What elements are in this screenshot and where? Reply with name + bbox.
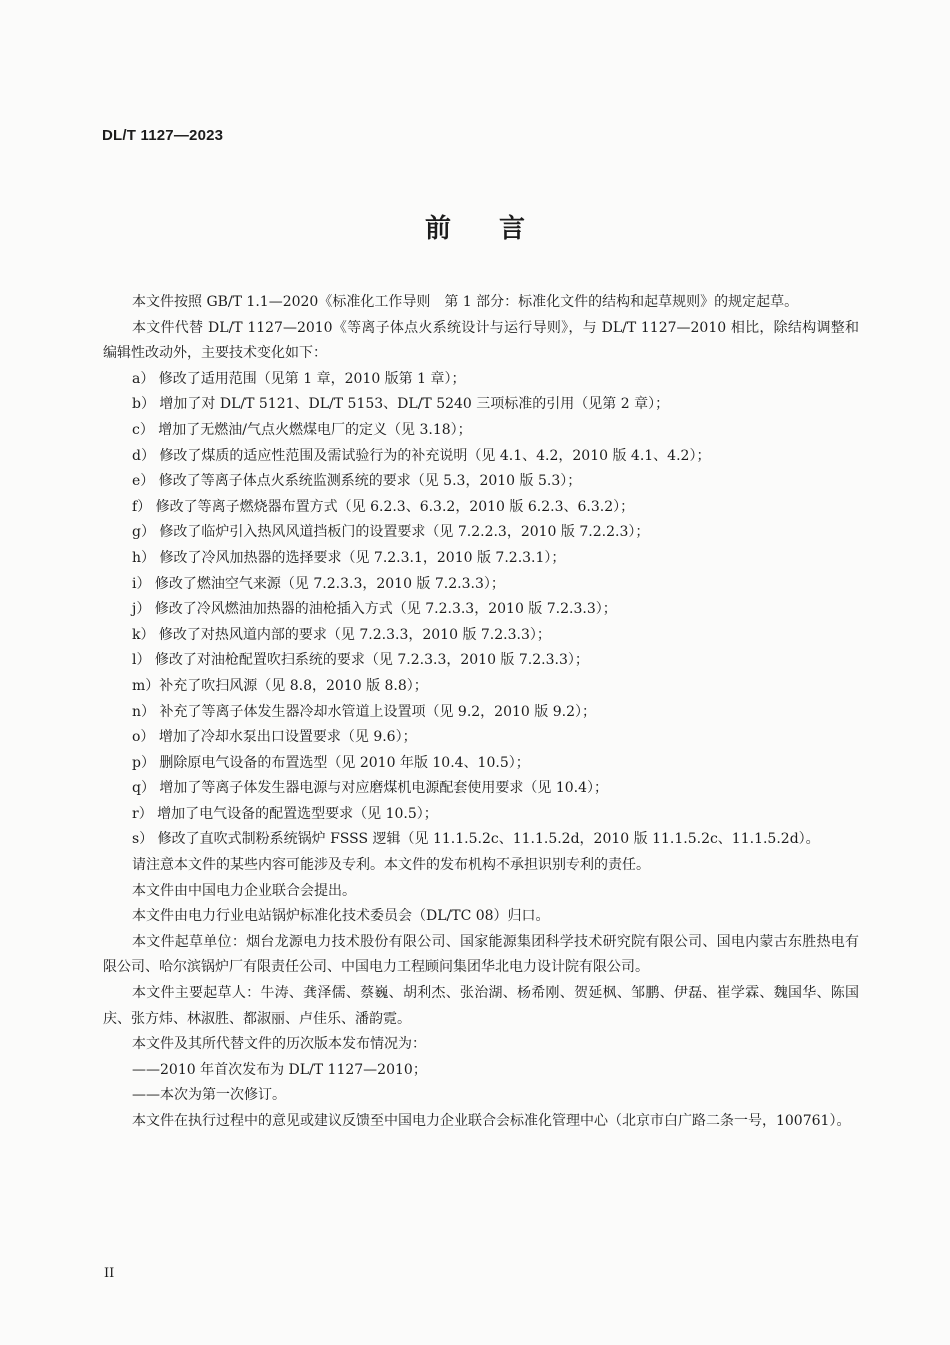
change-item: k） 修改了对热风道内部的要求（见 7.2.3.3，2010 版 7.2.3.3）； bbox=[132, 626, 551, 643]
paragraph-committee: 本文件由电力行业电站锅炉标准化技术委员会（DL/TC 08）归口。 bbox=[132, 908, 550, 925]
change-item: l） 修改了对油枪配置吹扫系统的要求（见 7.2.3.3，2010 版 7.2.3.3）； bbox=[132, 652, 589, 669]
change-item: i） 修改了燃油空气来源（见 7.2.3.3，2010 版 7.2.3.3）； bbox=[132, 575, 505, 592]
paragraph-version-history: 本文件及其所代替文件的历次版本发布情况为： bbox=[132, 1036, 426, 1053]
change-item: r） 增加了电气设备的配置选型要求（见 10.5）； bbox=[132, 805, 438, 822]
version-history-item: ——2010 年首次发布为 DL/T 1127—2010； bbox=[132, 1061, 427, 1078]
document-code: DL/T 1127—2023 bbox=[102, 127, 224, 144]
page-number: II bbox=[104, 1266, 115, 1281]
page-title-part2: 言 bbox=[499, 214, 526, 244]
change-item: a） 修改了适用范围（见第 1 章，2010 版第 1 章）； bbox=[132, 370, 466, 387]
paragraph-drafters: 本文件主要起草人：牛涛、龚泽儒、蔡巍、胡利杰、张治湖、杨希刚、贺延枫、邹鹏、伊磊、崔学霖、魏国华、陈国庆、张方炜、林淑胜、都淑丽、卢佳乐、潘韵霓。 bbox=[103, 985, 859, 1027]
change-item: q） 增加了等离子体发生器电源与对应磨煤机电源配套使用要求（见 10.4）； bbox=[132, 780, 609, 797]
paragraph-proposer: 本文件由中国电力企业联合会提出。 bbox=[132, 882, 356, 899]
paragraph-feedback: 本文件在执行过程中的意见或建议反馈至中国电力企业联合会标准化管理中心（北京市白广路二条一号，100761）。 bbox=[132, 1113, 851, 1129]
change-list bbox=[103, 367, 859, 853]
change-item: n） 补充了等离子体发生器冷却水管道上设置项（见 9.2，2010 版 9.2）； bbox=[132, 703, 596, 720]
change-item: c） 增加了无燃油/气点火燃煤电厂的定义（见 3.18）； bbox=[132, 421, 472, 438]
paragraph-drafting-rules: 本文件按照 GB/T 1.1—2020《标准化工作导则 第 1 部分：标准化文件的结构和起草规则》的规定起草。 bbox=[132, 294, 799, 310]
change-item: f） 修改了等离子燃烧器布置方式（见 6.2.3、6.3.2，2010 版 6.2.3、6.3.2）； bbox=[132, 498, 635, 515]
change-item: b） 增加了对 DL/T 5121、DL/T 5153、DL/T 5240 三项标准的引用（见第 2 章）； bbox=[132, 396, 670, 413]
page-title bbox=[0, 208, 950, 245]
change-item: p） 删除原电气设备的布置选型（见 2010 年版 10.4、10.5）； bbox=[132, 754, 530, 771]
change-item: g） 修改了临炉引入热风风道挡板门的设置要求（见 7.2.2.3，2010 版 7.2.2.3）； bbox=[132, 524, 650, 541]
page-title-part1: 前 bbox=[424, 214, 451, 244]
change-item: m）补充了吹扫风源（见 8.8，2010 版 8.8）； bbox=[132, 677, 428, 694]
foreword-body bbox=[103, 290, 859, 1135]
change-item: o） 增加了冷却水泵出口设置要求（见 9.6）； bbox=[132, 729, 417, 746]
change-item: d） 修改了煤质的适应性范围及需试验行为的补充说明（见 4.1、4.2，2010 版 4.1、4.2）； bbox=[132, 447, 711, 464]
change-item: h） 修改了冷风加热器的选择要求（见 7.2.3.1，2010 版 7.2.3.1）； bbox=[132, 549, 566, 566]
change-item: e） 修改了等离子体点火系统监测系统的要求（见 5.3，2010 版 5.3）； bbox=[132, 473, 582, 490]
change-item: j） 修改了冷风燃油加热器的油枪插入方式（见 7.2.3.3，2010 版 7.2.3.3）； bbox=[132, 601, 617, 618]
version-history-item: ——本次为第一次修订。 bbox=[132, 1087, 286, 1104]
paragraph-replacement: 本文件代替 DL/T 1127—2010《等离子体点火系统设计与运行导则》，与 DL/T 1127—2010 相比，除结构调整和编辑性改动外，主要技术变化如下： bbox=[103, 319, 859, 362]
change-item: s） 修改了直吹式制粉系统锅炉 FSSS 逻辑（见 11.1.5.2c、11.1.5.2d，2010 版 11.1.5.2c、11.1.5.2d）。 bbox=[132, 831, 820, 848]
paragraph-patent-notice: 请注意本文件的某些内容可能涉及专利。本文件的发布机构不承担识别专利的责任。 bbox=[132, 857, 650, 874]
paragraph-drafting-units: 本文件起草单位：烟台龙源电力技术股份有限公司、国家能源集团科学技术研究院有限公司、国电内蒙古东胜热电有限公司、哈尔滨锅炉厂有限责任公司、中国电力工程顾问集团华北电力设计院有限公司。 bbox=[103, 933, 859, 976]
